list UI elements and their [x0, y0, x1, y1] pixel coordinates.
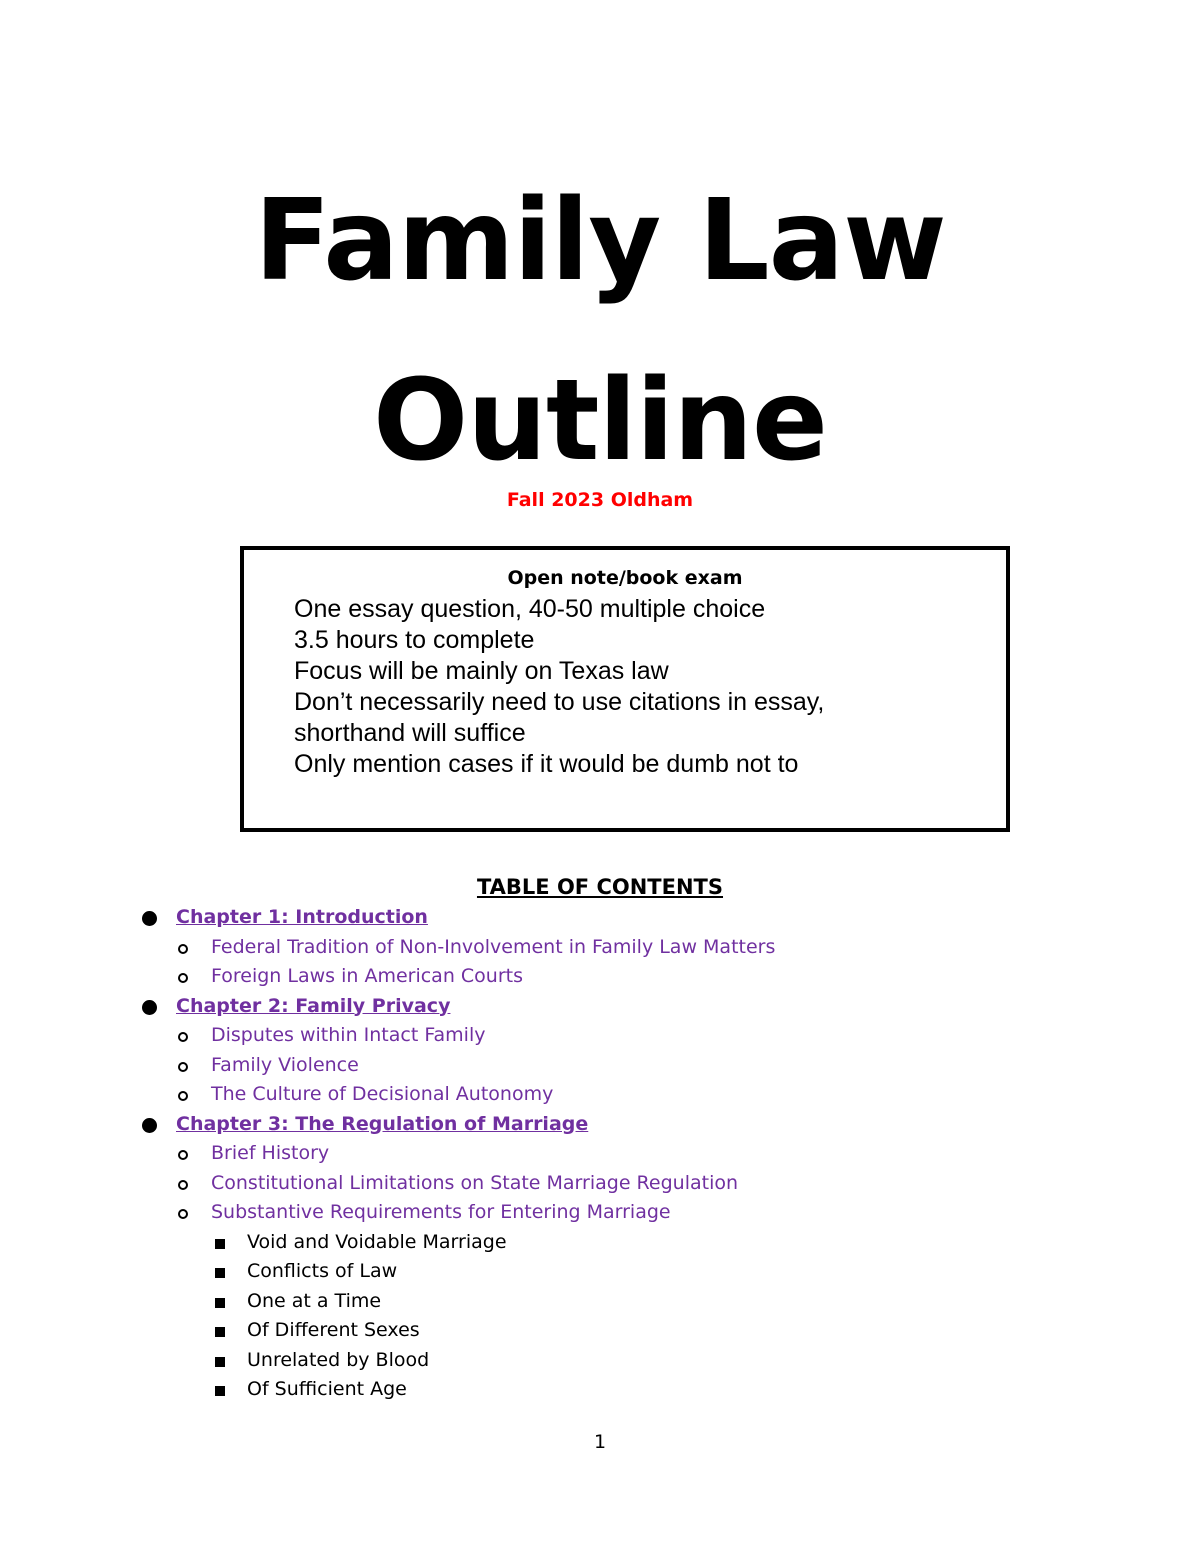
toc-heading: TABLE OF CONTENTS: [476, 875, 724, 899]
toc-entry-level-1[interactable]: [0, 992, 1200, 1022]
toc-item-text: Unrelated by Blood: [247, 1348, 430, 1371]
toc-entry-level-3: [0, 1346, 1200, 1376]
circle-bullet-icon: [178, 1062, 188, 1072]
toc-entry-level-2[interactable]: [0, 933, 1200, 963]
toc-entry-level-3: [0, 1287, 1200, 1317]
toc-link[interactable]: Chapter 3: The Regulation of Marriage: [176, 1112, 589, 1135]
toc-entry-level-3: [0, 1228, 1200, 1258]
toc-entry-level-2[interactable]: [0, 1051, 1200, 1081]
square-bullet-icon: [215, 1268, 225, 1278]
document-title-line-2: Outline: [373, 356, 827, 486]
toc-entry-level-3: [0, 1316, 1200, 1346]
circle-bullet-icon: [178, 1150, 188, 1160]
document-title-line-1: Family Law: [254, 176, 946, 306]
document-subtitle: Fall 2023 Oldham: [506, 489, 694, 511]
toc-link[interactable]: Federal Tradition of Non-Involvement in Family Law Matters: [211, 935, 776, 958]
toc-entry-level-1[interactable]: [0, 903, 1200, 933]
exam-info-line: One essay question, 40-50 multiple choice: [294, 595, 766, 623]
square-bullet-icon: [215, 1357, 225, 1367]
toc-item-text: Of Different Sexes: [247, 1319, 420, 1341]
disc-bullet-icon: [142, 1000, 157, 1015]
toc-item-text: Conflicts of Law: [247, 1260, 398, 1282]
toc-link[interactable]: Substantive Requirements for Entering Marriage: [211, 1201, 671, 1223]
table-of-contents: [0, 903, 1200, 1405]
exam-info-line: Focus will be mainly on Texas law: [294, 657, 669, 685]
toc-entry-level-3: [0, 1257, 1200, 1287]
toc-item-text: Void and Voidable Marriage: [247, 1230, 507, 1253]
toc-link[interactable]: Chapter 1: Introduction: [176, 906, 428, 928]
exam-info-line: 3.5 hours to complete: [294, 626, 535, 654]
exam-box-title: Open note/book exam: [507, 567, 743, 589]
toc-link[interactable]: The Culture of Decisional Autonomy: [211, 1083, 554, 1105]
square-bullet-icon: [215, 1298, 225, 1308]
circle-bullet-icon: [178, 973, 188, 983]
toc-link[interactable]: Foreign Laws in American Courts: [211, 965, 523, 987]
circle-bullet-icon: [178, 944, 188, 954]
toc-link[interactable]: Disputes within Intact Family: [211, 1024, 486, 1046]
circle-bullet-icon: [178, 1180, 188, 1190]
toc-item-text: Of Sufficient Age: [247, 1378, 407, 1400]
toc-entry-level-1[interactable]: [0, 1110, 1200, 1140]
toc-link[interactable]: Chapter 2: Family Privacy: [176, 994, 451, 1017]
exam-info-line: Only mention cases if it would be dumb not to: [294, 750, 799, 778]
disc-bullet-icon: [142, 911, 157, 926]
page-number: 1: [593, 1431, 607, 1453]
toc-link[interactable]: Family Violence: [211, 1053, 359, 1076]
toc-item-text: One at a Time: [247, 1289, 382, 1312]
toc-entry-level-2[interactable]: [0, 1080, 1200, 1110]
toc-entry-level-2[interactable]: [0, 1169, 1200, 1199]
square-bullet-icon: [215, 1327, 225, 1337]
exam-info-line: Don’t necessarily need to use citations in essay,: [294, 688, 825, 716]
toc-entry-level-3: [0, 1375, 1200, 1405]
toc-entry-level-2[interactable]: [0, 962, 1200, 992]
square-bullet-icon: [215, 1239, 225, 1249]
circle-bullet-icon: [178, 1209, 188, 1219]
toc-entry-level-2[interactable]: [0, 1021, 1200, 1051]
circle-bullet-icon: [178, 1091, 188, 1101]
exam-info-box: [240, 546, 1010, 832]
circle-bullet-icon: [178, 1032, 188, 1042]
toc-link[interactable]: Constitutional Limitations on State Marriage Regulation: [211, 1171, 739, 1194]
square-bullet-icon: [215, 1386, 225, 1396]
disc-bullet-icon: [142, 1118, 157, 1133]
exam-info-list: [294, 594, 984, 780]
toc-link[interactable]: Brief History: [211, 1142, 330, 1164]
toc-entry-level-2[interactable]: [0, 1198, 1200, 1228]
exam-info-line: shorthand will suffice: [294, 719, 526, 747]
toc-entry-level-2[interactable]: [0, 1139, 1200, 1169]
